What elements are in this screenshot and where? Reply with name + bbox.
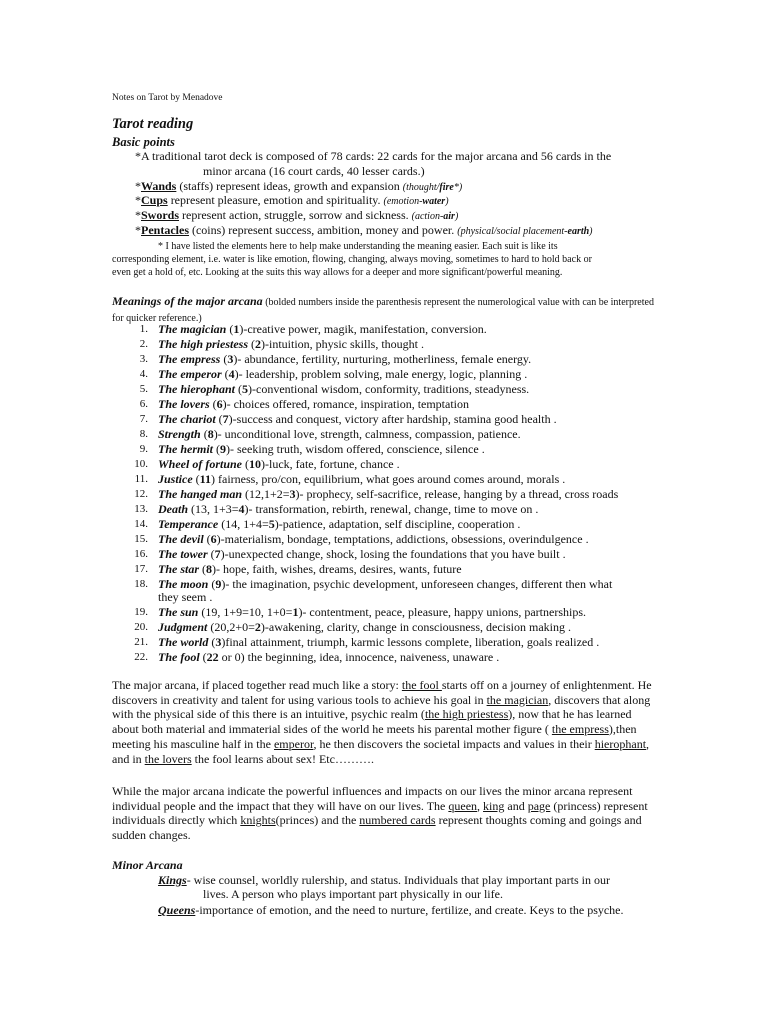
link-the-fool: the fool <box>401 678 442 692</box>
card-name: The high priestess <box>158 337 249 351</box>
major-arcana-card <box>158 457 400 471</box>
card-numerology: 1 <box>233 322 240 336</box>
story-paragraph: The major arcana, if placed together read much like a story: the fool starts off on a journey of enlightenment. He discovers in creativity and talent for using various tools to achieve his goal in the magician, discovers that along with the physical side of this there is an intuitive, psychic realm (the high priestess), now that he has learned about both material and immaterial sides of the world he meets his parental mother figure ( the empress),then meeting his masculine half in the emperor, he then discovers the societal impacts and values in their hierophant, and in the lovers the fool learns about sex! Etc………. <box>112 678 652 766</box>
card-pre: (20,2+0= <box>207 620 255 634</box>
card-pre: ( <box>208 577 216 591</box>
card-name: The world <box>158 635 209 649</box>
suit-element-c: ) <box>454 211 459 222</box>
suit-element-c: *) <box>453 182 463 193</box>
major-arcana-card <box>158 635 599 649</box>
card-number: 1. <box>139 323 148 335</box>
suit-element-a: (physical/social placement- <box>457 226 568 237</box>
card-name: Death <box>158 502 188 516</box>
queens-text: -importance of emotion, and the need to nurture, fertilize, and create. Keys to the psyche. <box>195 903 624 917</box>
suit-name: Swords <box>141 208 180 222</box>
card-number: 21. <box>134 636 148 648</box>
major-arcana-note: (bolded numbers inside the parenthesis represent the numerological value with can be interpreted for quicker reference.) <box>112 297 654 324</box>
card-pre: ( <box>208 635 216 649</box>
card-numerology: 9 <box>220 442 227 456</box>
card-meaning: or 0) the beginning, idea, innocence, naiveness, unaware . <box>218 650 500 664</box>
card-meaning: )final attainment, triumph, karmic lessons complete, liberation, goals realized . <box>221 635 600 649</box>
card-number: 22. <box>134 651 148 663</box>
card-number: 7. <box>139 413 148 425</box>
suit-star: * <box>135 223 141 237</box>
minor-arcana-heading: Minor Arcana <box>112 858 183 872</box>
link-emperor: emperor <box>273 736 314 751</box>
link-numbered-cards: numbered cards <box>359 813 436 828</box>
major-arcana-card <box>158 620 571 634</box>
card-name: The hermit <box>158 442 214 456</box>
card-numerology: 4 <box>228 367 235 381</box>
suit-star: * <box>135 179 141 193</box>
card-number: 17. <box>134 563 148 575</box>
card-number: 5. <box>139 383 148 395</box>
card-name: The fool <box>158 650 200 664</box>
card-numerology: 8 <box>206 562 213 576</box>
major-arcana-card <box>158 427 521 441</box>
card-numerology: 5 <box>242 382 249 396</box>
card-name: The empress <box>158 352 221 366</box>
card-numerology: 4 <box>238 502 245 516</box>
card-meaning: ) fairness, pro/con, equilibrium, what goes around comes around, morals . <box>211 472 566 486</box>
card-numerology: 11 <box>199 472 212 486</box>
queens-line <box>158 903 624 917</box>
major-arcana-card <box>158 562 462 576</box>
card-numerology: 5 <box>268 517 275 531</box>
card-name: Justice <box>158 472 193 486</box>
card-number: 8. <box>139 428 148 440</box>
card-number: 20. <box>134 621 148 633</box>
card-meaning: )-patience, adaptation, self discipline, cooperation . <box>274 517 521 531</box>
suit-text: represent pleasure, emotion and spirituality. <box>167 193 384 207</box>
card-pre: ( <box>226 322 234 336</box>
link-the-magician: the magician <box>486 692 549 707</box>
card-number: 18. <box>134 578 148 590</box>
suit-name: Cups <box>141 193 168 207</box>
elements-note-line-3: even get a hold of, etc. Looking at the suits this way allows for a deeper and more significant/powerful meaning. <box>112 267 563 278</box>
suit-star: * <box>135 193 141 207</box>
card-numerology: 6 <box>210 532 217 546</box>
card-meaning: )- the imagination, psychic development, unforeseen changes, different then what <box>221 577 613 591</box>
card-number: 14. <box>134 518 148 530</box>
card-numerology: 9 <box>215 577 222 591</box>
link-hierophant: hierophant <box>594 736 647 751</box>
card-meaning: )-materialism, bondage, temptations, addictions, obsessions, overindulgence . <box>216 532 589 546</box>
major-arcana-card <box>158 367 527 381</box>
kings-line <box>158 873 610 887</box>
card-pre: (13, 1+3= <box>188 502 239 516</box>
card-meaning: )-success and conquest, victory after hardship, stamina good health . <box>228 412 557 426</box>
suit-pentacles <box>135 223 593 239</box>
kings-text: - wise counsel, worldly rulership, and status. Individuals that play important parts in our <box>186 873 610 887</box>
link-the-lovers: the lovers <box>144 751 192 766</box>
card-numerology: 7 <box>214 547 221 561</box>
basic-points-heading: Basic points <box>112 135 175 149</box>
link-king: king <box>483 798 505 813</box>
card-meaning: )-unexpected change, shock, losing the foundations that you have built . <box>220 547 566 561</box>
card-number: 11. <box>134 473 148 485</box>
card-pre: ( <box>209 397 217 411</box>
card-pre: ( <box>199 650 207 664</box>
card-number: 12. <box>134 488 148 500</box>
card-number: 4. <box>139 368 148 380</box>
suit-element: air <box>443 211 455 222</box>
card-number: 10. <box>134 458 148 470</box>
intro-line-2: minor arcana (16 court cards, 40 lesser cards.) <box>203 164 425 178</box>
card-pre: (19, 1+9=10, 1+0= <box>198 605 293 619</box>
card-numerology: 7 <box>222 412 229 426</box>
card-pre: (12,1+2= <box>242 487 290 501</box>
card-name: The magician <box>158 322 227 336</box>
card-pre: ( <box>220 352 228 366</box>
card-number: 16. <box>134 548 148 560</box>
card-pre: (14, 1+4= <box>218 517 269 531</box>
page-title: Tarot reading <box>112 116 194 132</box>
card-numerology: 8 <box>207 427 214 441</box>
card-pre: ( <box>215 412 223 426</box>
card-name: Judgment <box>158 620 208 634</box>
card-meaning: )- choices offered, romance, inspiration, temptation <box>222 397 470 411</box>
card-meaning: )- abundance, fertility, nurturing, motherliness, female energy. <box>233 352 532 366</box>
major-arcana-card <box>158 442 485 456</box>
suit-element-a: (action- <box>411 211 444 222</box>
card-meaning: )- contentment, peace, pleasure, happy unions, partnerships. <box>298 605 587 619</box>
suit-text: (coins) represent success, ambition, money and power. <box>188 223 458 237</box>
card-meaning: )- prophecy, self-sacrifice, release, hanging by a thread, cross roads <box>295 487 619 501</box>
card-name: The lovers <box>158 397 210 411</box>
card-numerology: 3 <box>289 487 296 501</box>
intro-line-1: *A traditional tarot deck is composed of 78 cards: 22 cards for the major arcana and 56 cards in the <box>135 149 612 163</box>
card-pre: ( <box>207 547 215 561</box>
suit-name: Pentacles <box>141 223 189 237</box>
major-arcana-card <box>158 487 618 501</box>
card-pre: ( <box>192 472 200 486</box>
suit-element: water <box>422 196 446 207</box>
major-arcana-card <box>158 337 424 351</box>
card-name: The hierophant <box>158 382 236 396</box>
card-number: 19. <box>134 606 148 618</box>
card-pre: ( <box>235 382 243 396</box>
card-name: The sun <box>158 605 199 619</box>
card-meaning: )- leadership, problem solving, male energy, logic, planning . <box>234 367 528 381</box>
card-pre: ( <box>242 457 249 471</box>
minor-intro-paragraph: While the major arcana indicate the powerful influences and impacts on our lives the minor arcana represent individual people and the impact that they will have on our lives. The queen, king and page (princess) represent individuals directly which knights(princes) and the numbered cards represent thoughts coming and goings and sudden changes. <box>112 784 648 843</box>
suit-swords <box>135 208 458 224</box>
card-number: 3. <box>139 353 148 365</box>
card-meaning: )-intuition, physic skills, thought . <box>261 337 425 351</box>
card-meaning: )- unconditional love, strength, calmness, compassion, patience. <box>213 427 521 441</box>
major-arcana-card <box>158 412 557 426</box>
card-pre: ( <box>221 367 229 381</box>
card-name: The star <box>158 562 200 576</box>
suit-name: Wands <box>141 179 177 193</box>
card-numerology: 3 <box>227 352 234 366</box>
link-page: page <box>527 798 551 813</box>
major-arcana-card <box>158 577 612 591</box>
card-name: The tower <box>158 547 208 561</box>
card-meaning: )- seeking truth, wisdom offered, conscience, silence . <box>226 442 485 456</box>
card-name: Temperance <box>158 517 219 531</box>
elements-note-line-2: corresponding element, i.e. water is like emotion, flowing, changing, always moving, sometimes to hard to hold back or <box>112 254 592 265</box>
card-numerology: 10 <box>249 457 261 471</box>
card-numerology: 3 <box>215 635 222 649</box>
card-number: 13. <box>134 503 148 515</box>
card-pre: ( <box>213 442 221 456</box>
card-numerology: 2 <box>255 337 262 351</box>
card-meaning: )- hope, faith, wishes, dreams, desires, wants, future <box>212 562 462 576</box>
card-name: The emperor <box>158 367 222 381</box>
card-pre: ( <box>248 337 256 351</box>
link-knights: knights <box>240 813 276 828</box>
suit-element-a: (thought/ <box>402 182 440 193</box>
link-the-high-priestess: the high priestess <box>424 707 509 722</box>
link-queen: queen <box>448 798 478 813</box>
suit-element: fire <box>439 182 454 193</box>
major-arcana-card <box>158 472 565 486</box>
card-name: The hanged man <box>158 487 243 501</box>
card-number: 6. <box>139 398 148 410</box>
major-arcana-card <box>158 397 469 411</box>
card-name: The chariot <box>158 412 216 426</box>
suit-text: (staffs) represent ideas, growth and expansion <box>176 179 403 193</box>
major-arcana-title: Meanings of the major arcana <box>112 294 263 308</box>
card-number: 15. <box>134 533 148 545</box>
suit-element-a: (emotion- <box>383 196 423 207</box>
card-meaning: )-awakening, clarity, change in consciousness, decision making . <box>260 620 572 634</box>
moon-continuation: they seem . <box>158 590 213 604</box>
kings-continuation: lives. A person who plays important part physically in our life. <box>203 887 503 901</box>
card-name: Strength <box>158 427 201 441</box>
major-arcana-card <box>158 650 499 664</box>
elements-note-line-1: * I have listed the elements here to help make understanding the meaning easier. Each suit is like its <box>158 241 558 252</box>
suit-star: * <box>135 208 141 222</box>
major-arcana-card <box>158 532 589 546</box>
card-meaning: )-luck, fate, fortune, chance . <box>261 457 400 471</box>
major-arcana-card <box>158 352 531 366</box>
major-arcana-card <box>158 502 538 516</box>
suit-element-c: ) <box>589 226 593 237</box>
card-name: The devil <box>158 532 204 546</box>
card-number: 2. <box>139 338 148 350</box>
card-number: 9. <box>139 443 148 455</box>
card-pre: ( <box>199 562 207 576</box>
suit-element-c: ) <box>445 196 449 207</box>
queens-name: Queens <box>158 903 196 917</box>
major-arcana-card <box>158 605 586 619</box>
card-pre: ( <box>200 427 208 441</box>
card-numerology: 1 <box>292 605 299 619</box>
suit-text: represent action, struggle, sorrow and sickness. <box>179 208 412 222</box>
card-numerology: 22 <box>206 650 219 664</box>
link-the-empress: the empress <box>551 722 609 737</box>
card-meaning: )- transformation, rebirth, renewal, change, time to move on . <box>244 502 539 516</box>
major-arcana-card <box>158 382 529 396</box>
card-numerology: 2 <box>254 620 261 634</box>
card-name: Wheel of fortune <box>158 457 242 471</box>
major-arcana-card <box>158 517 520 531</box>
kings-name: Kings <box>158 873 187 887</box>
suit-cups <box>135 193 449 209</box>
card-numerology: 6 <box>216 397 223 411</box>
card-name: The moon <box>158 577 209 591</box>
major-arcana-card <box>158 322 487 336</box>
suit-element: earth <box>567 226 590 237</box>
card-pre: ( <box>203 532 211 546</box>
card-meaning: )-creative power, magik, manifestation, conversion. <box>239 322 487 336</box>
major-arcana-card <box>158 547 566 561</box>
card-meaning: )-conventional wisdom, conformity, traditions, steadyness. <box>248 382 530 396</box>
page-header: Notes on Tarot by Menadove <box>112 93 223 103</box>
